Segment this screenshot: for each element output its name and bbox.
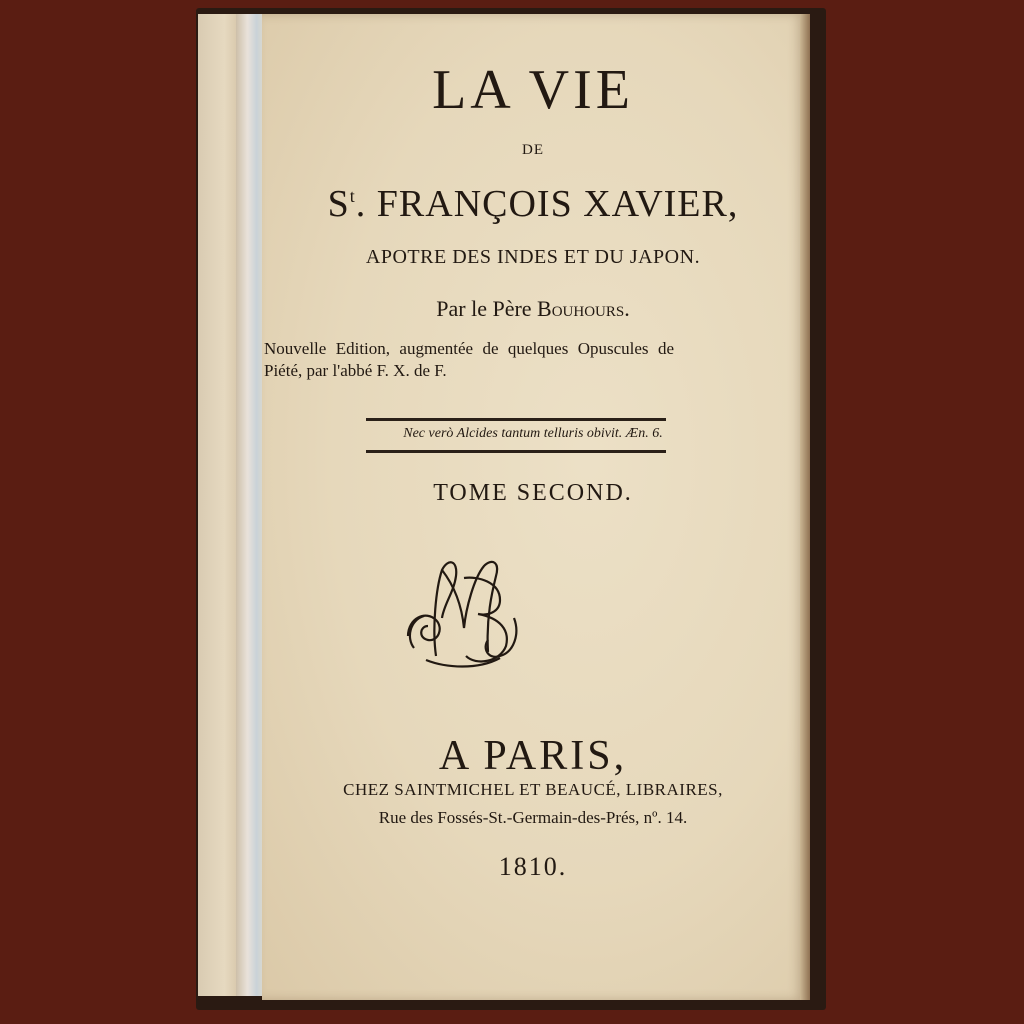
city: A PARIS, bbox=[438, 733, 628, 779]
publisher-address: Rue des Fossés-St.-Germain-des-Prés, nº. 14. bbox=[378, 808, 688, 827]
author-prefix: Par le Père bbox=[436, 296, 538, 321]
rule-bottom bbox=[366, 450, 666, 453]
title-name: . FRANÇOIS XAVIER, bbox=[355, 183, 739, 225]
subtitle: APOTRE DES INDES ET DU JAPON. bbox=[365, 246, 701, 268]
title-main: LA VIE bbox=[432, 59, 634, 121]
volume-label: TOME SECOND. bbox=[433, 480, 633, 506]
epigraph: Nec verò Alcides tantum telluris obivit. Æn. 6. bbox=[403, 426, 663, 441]
title-saint-name bbox=[262, 182, 804, 226]
edition-note bbox=[264, 338, 674, 382]
publication-year: 1810. bbox=[498, 852, 568, 881]
monogram-emblem bbox=[396, 548, 526, 678]
title-st: S bbox=[327, 183, 350, 225]
author-name: Bouhours. bbox=[537, 296, 630, 321]
author-line bbox=[262, 296, 804, 322]
title-de: DE bbox=[522, 142, 544, 158]
title-st-sup: t bbox=[349, 186, 356, 206]
rule-top bbox=[366, 418, 666, 421]
publisher: CHEZ SAINTMICHEL ET BEAUCÉ, LIBRAIRES, bbox=[343, 780, 723, 799]
edition-text: Nouvelle Edition, augmentée de quelques Opuscules de Piété, par l'abbé F. X. de F. bbox=[264, 339, 674, 380]
